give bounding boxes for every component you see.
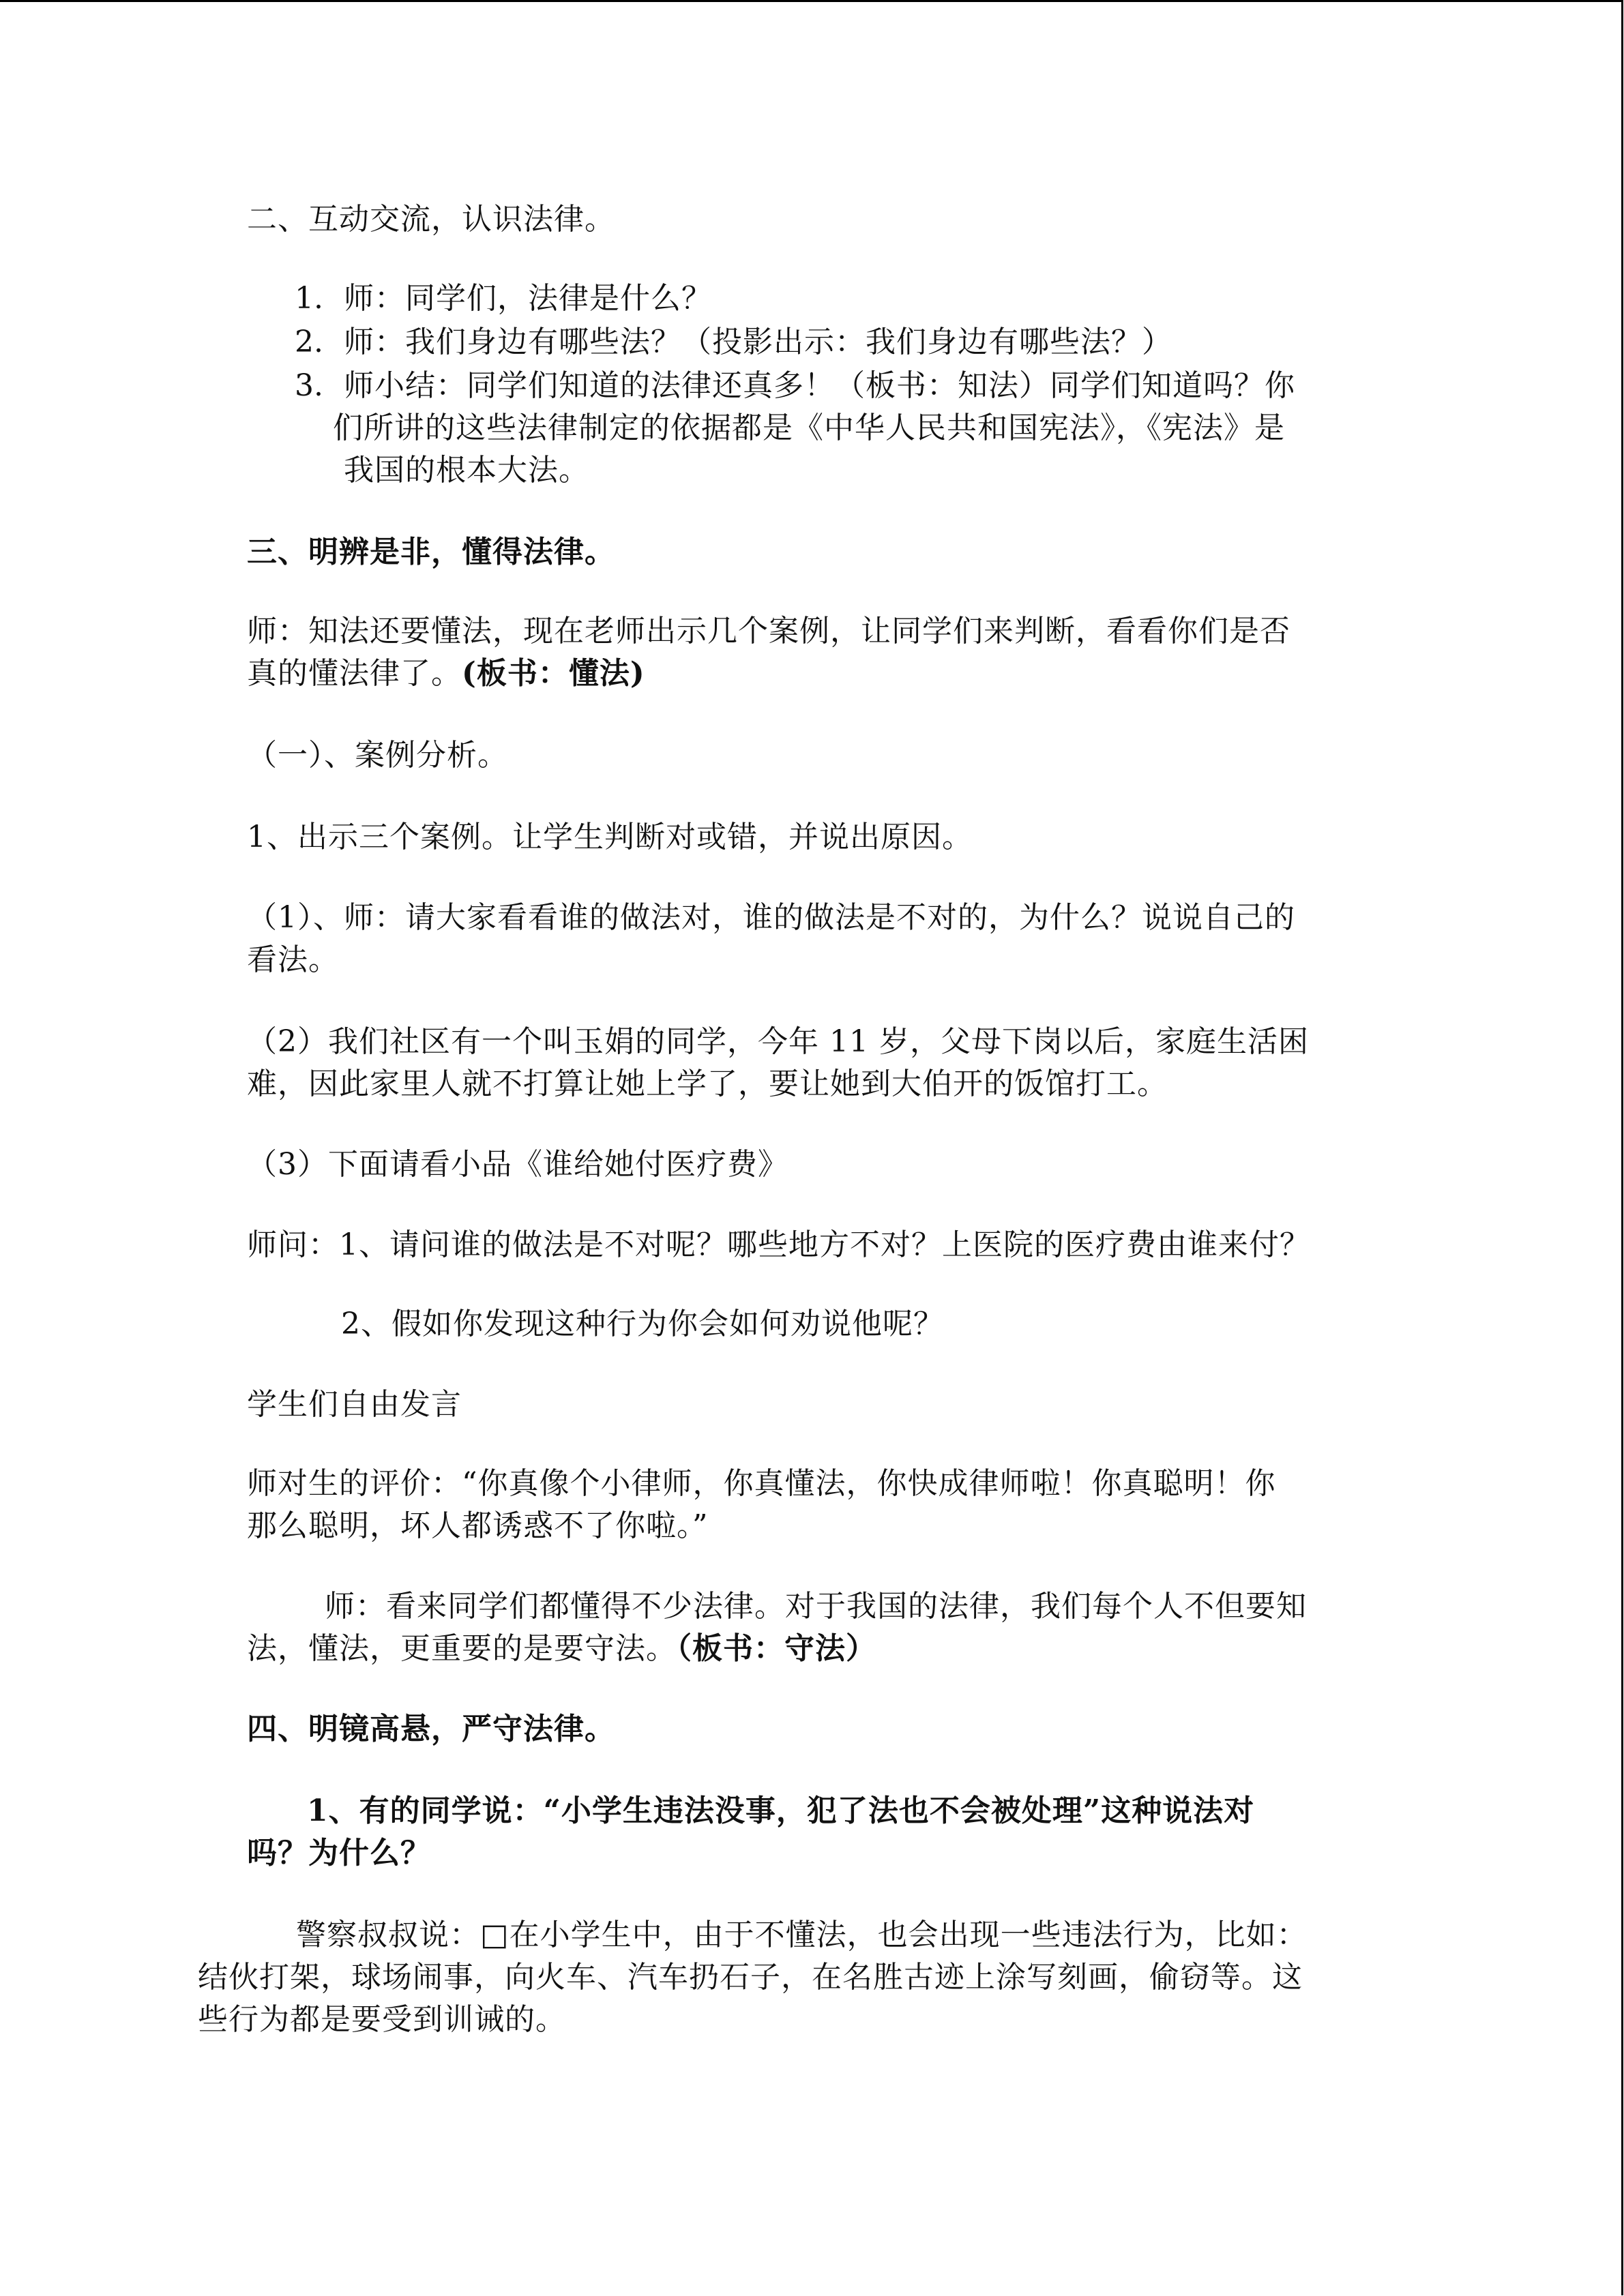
section-heading-3: 三、明辨是非，懂得法律。	[247, 535, 615, 569]
list-number: 1.	[295, 281, 323, 316]
paragraph-line: 师：知法还要懂法，现在老师出示几个案例，让同学们来判断，看看你们是否	[247, 614, 1290, 648]
section-heading-4: 四、明镜高悬，严守法律。	[247, 1712, 615, 1746]
list-number: 2.	[295, 325, 323, 359]
case-1-line: 看法。	[247, 942, 339, 977]
board-note: (板书：懂法)	[462, 656, 645, 691]
subheading: （一）、案例分析。	[247, 738, 508, 773]
list-item: 师小结：同学们知道的法律还真多！（板书：知法）同学们知道吗？你	[344, 368, 1295, 403]
teacher-question-1: 师问：1、请问谁的做法是不对呢？哪些地方不对？上医院的医疗费由谁来付？	[247, 1227, 1310, 1262]
list-item: 师：我们身边有哪些法？（投影出示：我们身边有哪些法？）	[344, 325, 1172, 359]
list-item-cont: 我国的根本大法。	[344, 453, 589, 488]
list-item: 师：同学们，法律是什么？	[344, 281, 712, 316]
text-run: 真的懂法律了。	[247, 656, 462, 691]
case-1-line: （1）、师：请大家看看谁的做法对，谁的做法是不对的，为什么？说说自己的	[247, 900, 1295, 935]
police-line: 些行为都是要受到训诫的。	[198, 2002, 566, 2037]
case-2-line: （2）我们社区有一个叫玉娟的同学，今年 11 岁，父母下岗以后，家庭生活困	[247, 1024, 1309, 1059]
evaluation-line: 师对生的评价：“你真像个小律师，你真懂法，你快成律师啦！你真聪明！你	[247, 1466, 1276, 1501]
list-number: 3.	[295, 368, 323, 403]
police-line: 警察叔叔说：□在小学生中，由于不懂法，也会出现一些违法行为，比如：	[296, 1918, 1308, 1952]
police-line: 结伙打架，球场闹事，向火车、汽车扔石子，在名胜古迹上涂写刻画，偷窃等。这	[198, 1960, 1303, 1995]
teacher-question-2: 2、假如你发现这种行为你会如何劝说他呢？	[341, 1307, 944, 1341]
question-line: 吗？为什么？	[247, 1836, 431, 1870]
section-heading-2: 二、互动交流，认识法律。	[247, 202, 615, 237]
question-line: 1、有的同学说：“小学生违法没事，犯了法也不会被处理”这种说法对	[307, 1793, 1255, 1828]
evaluation-line: 那么聪明，坏人都诱惑不了你啦。”	[247, 1508, 709, 1543]
text-run: 法，懂法，更重要的是要守法。	[247, 1631, 677, 1666]
paragraph-line: 1、出示三个案例。让学生判断对或错，并说出原因。	[247, 820, 973, 854]
summary-line: 师：看来同学们都懂得不少法律。对于我国的法律，我们每个人不但要知	[325, 1589, 1307, 1624]
paragraph-line	[247, 655, 645, 693]
list-item-cont: 们所讲的这些法律制定的依据都是《中华人民共和国宪法》，《宪法》是	[333, 411, 1285, 445]
summary-line	[247, 1630, 876, 1668]
paragraph-line: 学生们自由发言	[247, 1387, 462, 1422]
case-2-line: 难，因此家里人就不打算让她上学了，要让她到大伯开的饭馆打工。	[247, 1067, 1168, 1101]
board-note: （板书：守法）	[677, 1631, 876, 1666]
case-3-line: （3）下面请看小品《谁给她付医疗费》	[247, 1147, 788, 1182]
